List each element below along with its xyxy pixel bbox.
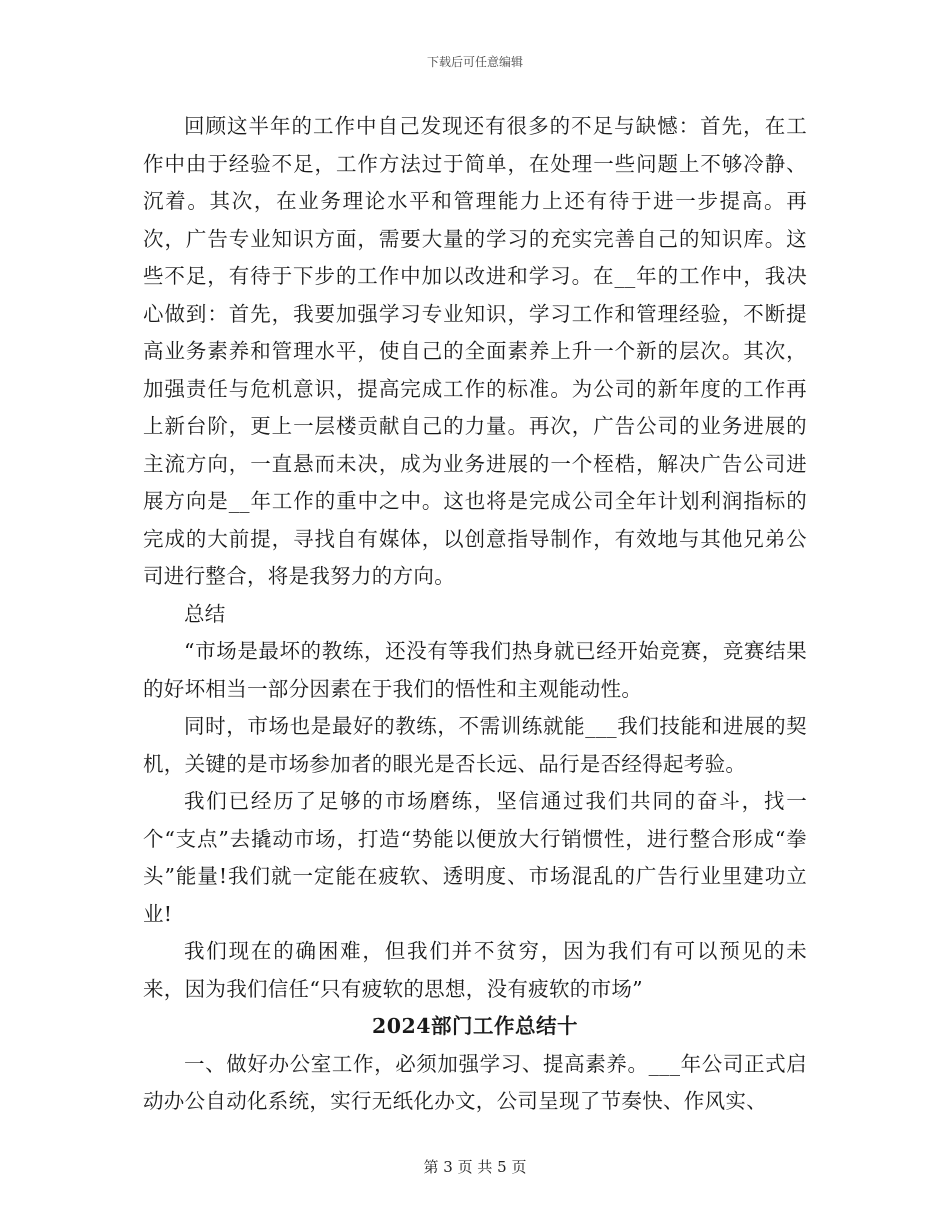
page-number: 第 3 页 共 5 页 xyxy=(423,1158,527,1176)
paragraph-review: 回顾这半年的工作中自己发现还有很多的不足与缺憾：首先，在工作中由于经验不足，工作方法过于简单，在处理一些问题上不够冷静、沉着。其次，在业务理论水平和管理能力上还有待于进一步提高。再次，广告专业知识方面，需要大量的学习的充实完善自己的知识库。这些不足，有待于下步的工作中加以改进和学习。在__年的工作中，我决心做到：首先，我要加强学习专业知识，学习工作和管理经验，不断提高业务素养和管理水平，使自己的全面素养上升一个新的层次。其次，加强责任与危机意识，提高完成工作的标准。为公司的新年度的工作再上新台阶，更上一层楼贡献自己的力量。再次，广告公司的业务进展的主流方向，一直悬而未决，成为业务进展的一个桎梏，解决广告公司进展方向是__年工作的重中之中。这也将是完成公司全年计划利润指标的完成的大前提，寻找自有媒体，以创意指导制作，有效地与其他兄弟公司进行整合，将是我努力的方向。 xyxy=(143,114,807,588)
paragraph-market-experience: 我们已经历了足够的市场磨练，坚信通过我们共同的奋斗，找一个“支点”去撬动市场，打造“势能以便放大行销惯性，进行整合形成“拳头”能量!我们就一定能在疲软、透明度、市场混乱的广告行业里建功立业! xyxy=(143,789,807,926)
paragraph-office-work: 一、做好办公室工作，必须加强学习、提高素养。___年公司正式启动办公自动化系统，实行无纸化办文，公司呈现了节奏快、作风实、 xyxy=(143,1051,807,1113)
paragraph-market-coach: “市场是最坏的教练，还没有等我们热身就已经开始竞赛，竞赛结果的好坏相当一部分因素在于我们的悟性和主观能动性。 xyxy=(143,639,807,701)
document-body xyxy=(143,108,807,1121)
paragraph-future: 我们现在的确困难，但我们并不贫穷，因为我们有可以预见的未来，因为我们信任“只有疲软的思想，没有疲软的市场” xyxy=(143,939,807,1001)
section-title: 2024部门工作总结十 xyxy=(371,1014,579,1038)
page-header-note: 下载后可任意编辑 xyxy=(426,55,523,69)
paragraph-summary-label: 总结 xyxy=(184,601,226,626)
paragraph-market-opportunity: 同时，市场也是最好的教练，不需训练就能___我们技能和进展的契机，关键的是市场参加者的眼光是否长远、品行是否经得起考验。 xyxy=(143,714,807,776)
